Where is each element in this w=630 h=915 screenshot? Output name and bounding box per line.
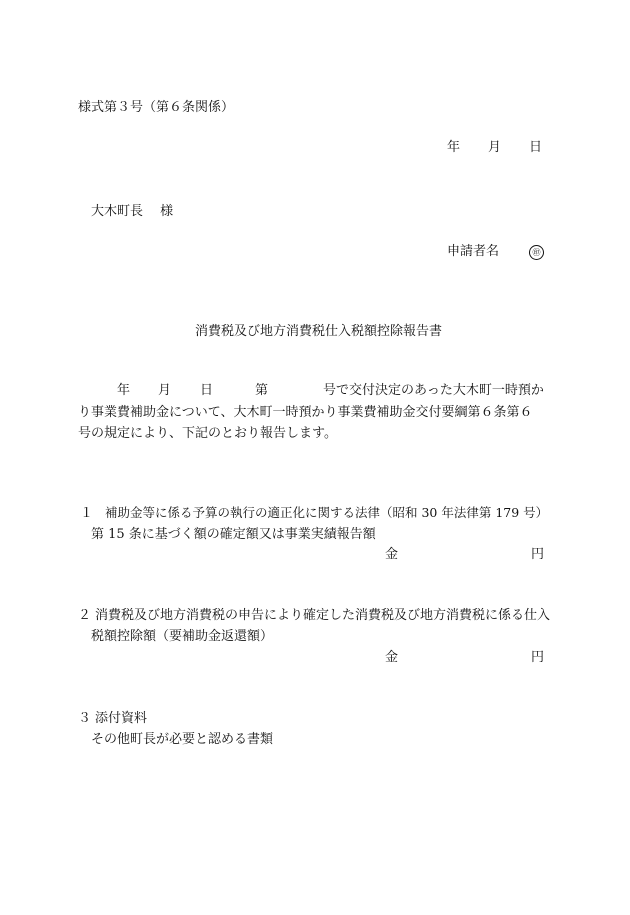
body-blank-month: 月	[158, 383, 172, 398]
addressee: 大木町長 様	[91, 204, 174, 219]
date-day: 日	[529, 140, 543, 155]
item-3-line1: 添付資料	[95, 711, 148, 726]
item-2-line2: 税額控除額（要補助金返還額）	[91, 629, 274, 644]
item-1-amount-prefix: 金	[385, 547, 399, 562]
item-2-line1: 消費税及び地方消費税の申告により確定した消費税及び地方消費税に係る仕入	[95, 608, 551, 623]
item-3-line2: その他町長が必要と認める書類	[91, 732, 274, 747]
document-title: 消費税及び地方消費税仕入税額控除報告書	[195, 324, 443, 339]
item-1-number: １	[80, 506, 94, 521]
item-2-number: ２	[78, 608, 92, 623]
body-blank-day: 日	[200, 383, 214, 398]
body-blank-year: 年	[117, 383, 131, 398]
item-3-number: ３	[78, 711, 92, 726]
item-2-amount-suffix: 円	[531, 650, 545, 665]
body-number-prefix: 第	[255, 383, 269, 398]
date-year: 年	[447, 140, 461, 155]
item-1-line1: 補助金等に係る予算の執行の適正化に関する法律（昭和 30 年法律第 179 号）	[105, 505, 549, 520]
item-1-line2: 第 15 条に基づく額の確定額又は事業実績報告額	[91, 527, 376, 542]
item-1-amount-suffix: 円	[531, 547, 545, 562]
form-number: 様式第３号（第６条関係）	[78, 100, 235, 115]
item-2-amount-prefix: 金	[385, 650, 399, 665]
date-month: 月	[488, 140, 502, 155]
body-line1-tail: 号で交付決定のあった大木町一時預か	[323, 383, 544, 398]
body-line3: 号の規定により、下記のとおり報告します。	[78, 426, 337, 441]
applicant-label: 申請者名	[447, 244, 500, 259]
body-line2: り事業費補助金について、大木町一時預かり事業費補助金交付要綱第６条第６	[78, 405, 533, 420]
seal-mark: ㊞	[529, 245, 544, 260]
